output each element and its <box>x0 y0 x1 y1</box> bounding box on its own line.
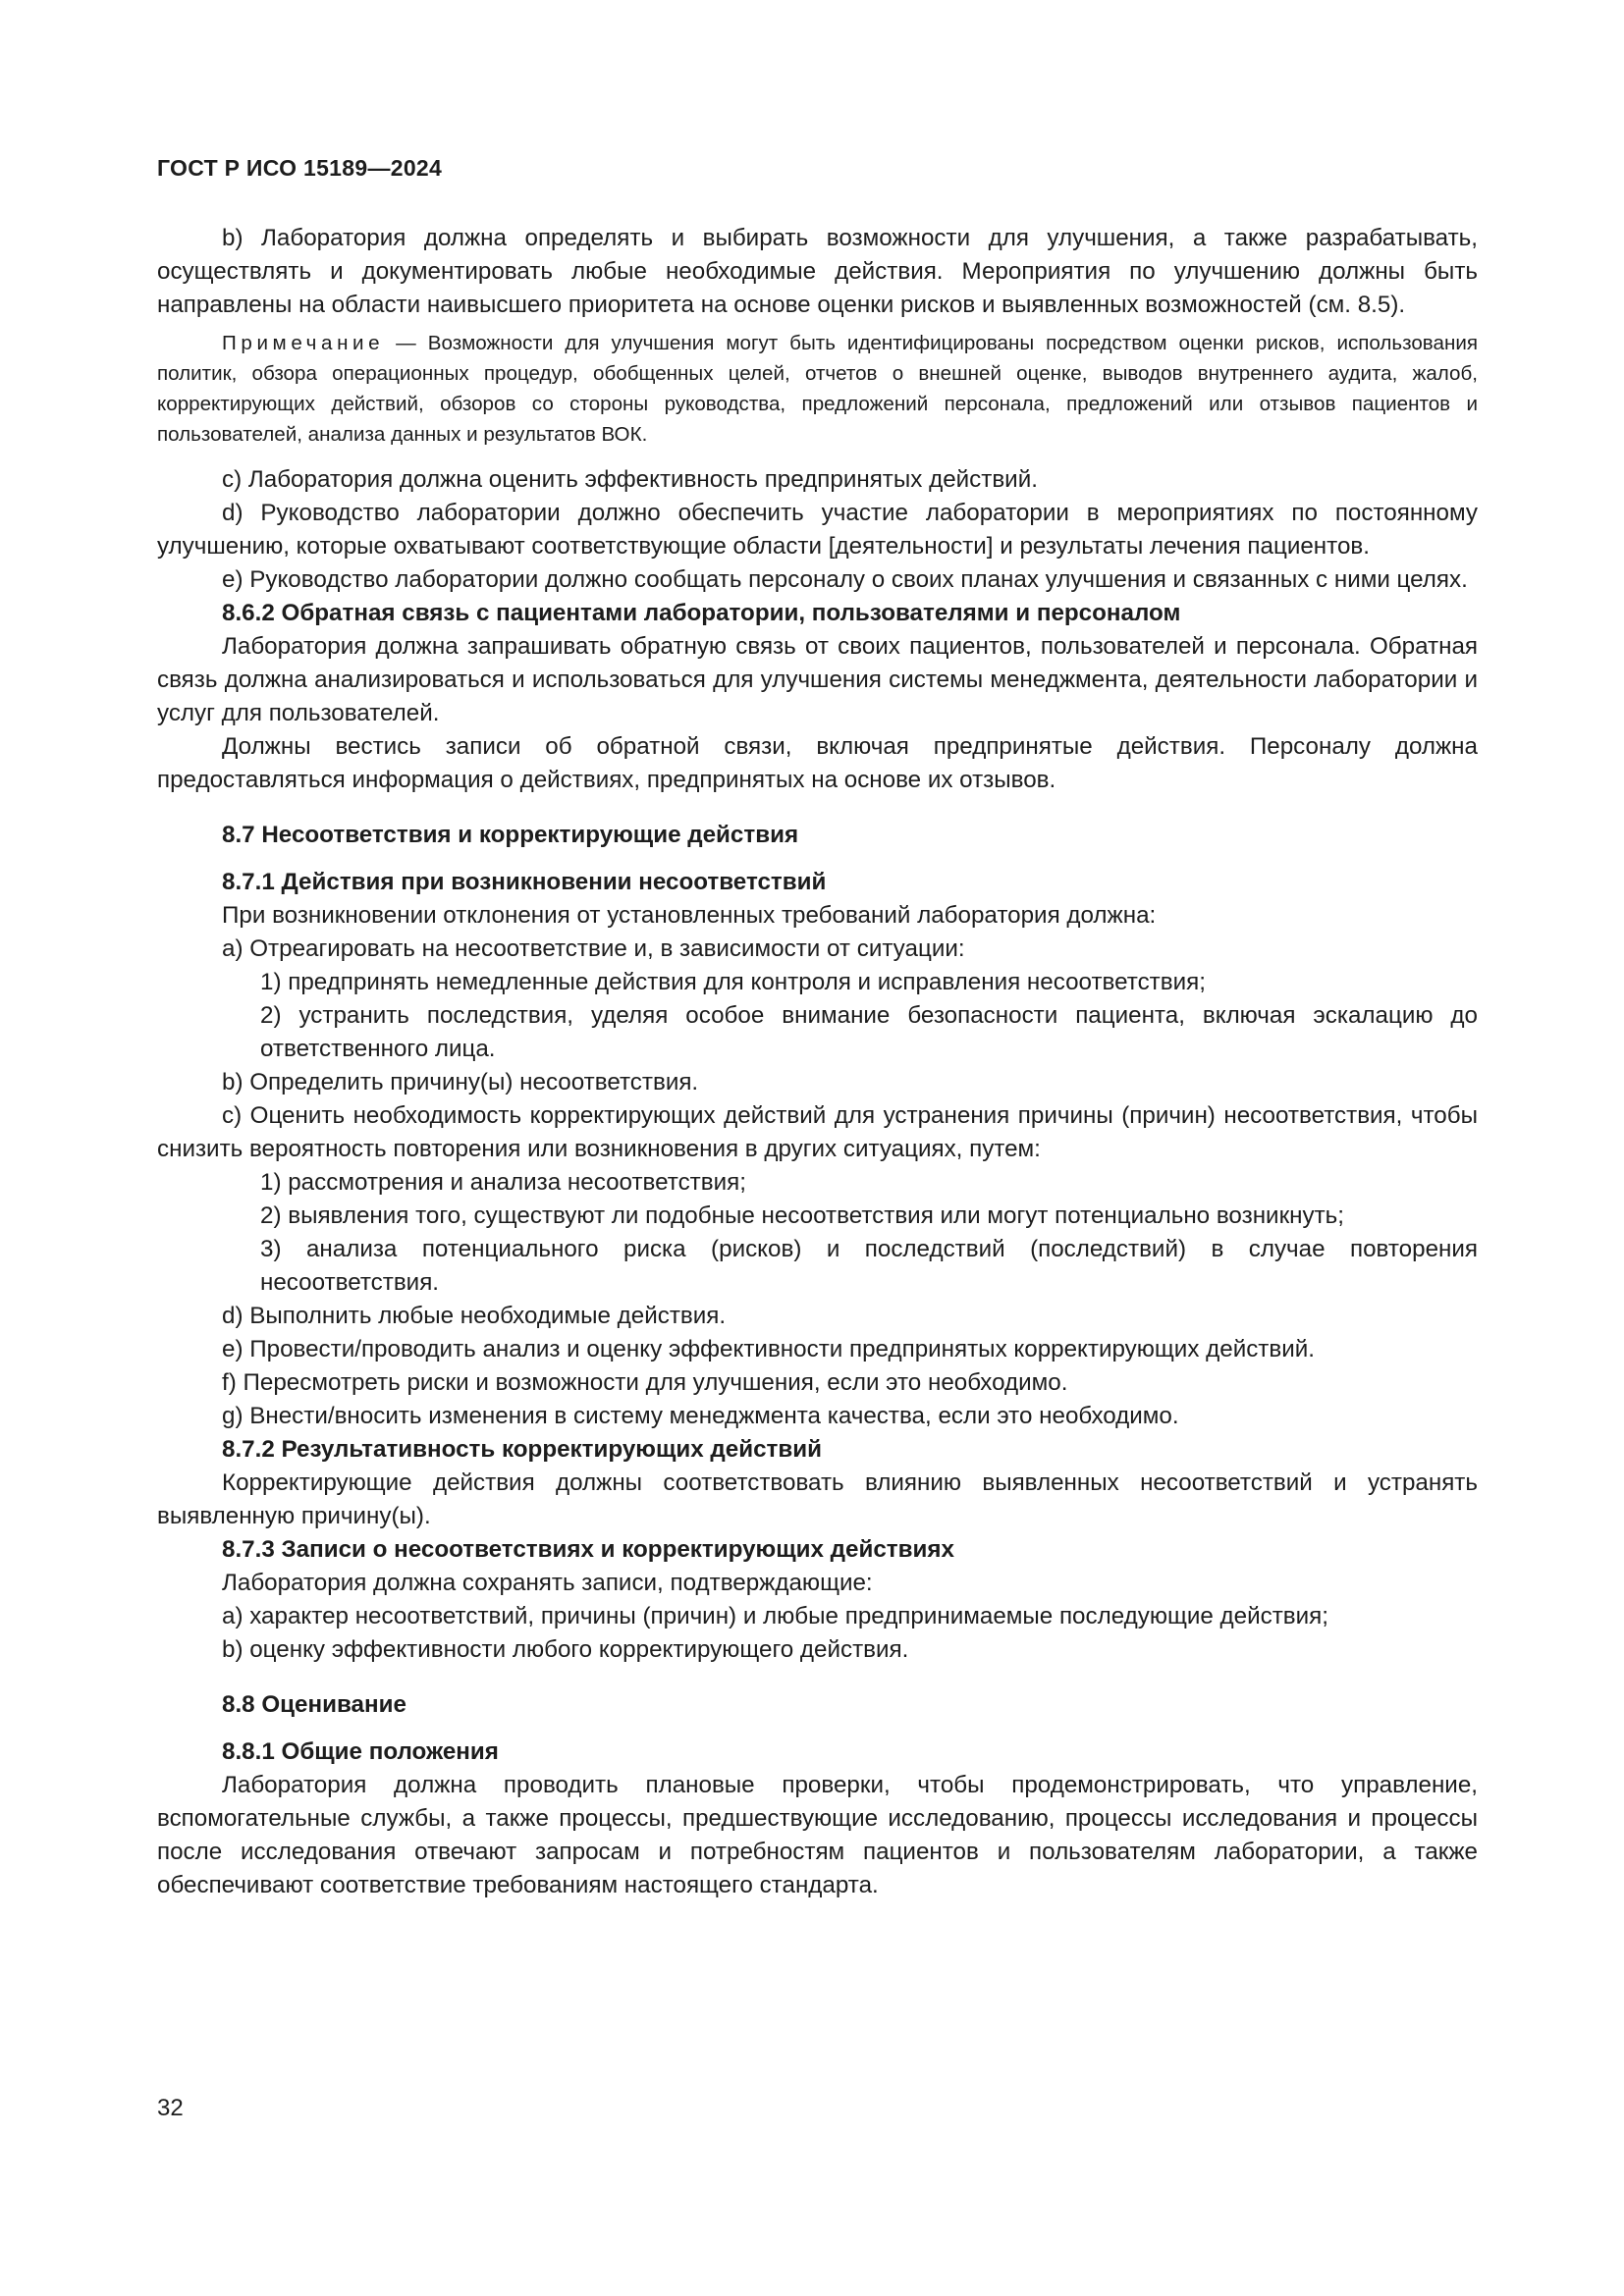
list-item-b-improvement: b) Лаборатория должна определять и выбирать возможности для улучшения, а также разрабатывать, осуществлять и документировать любые необходимые действия. Мероприятия по улучшению должны быть направлены на области наивысшего приоритета на основе оценки рисков и выявленных возможностей (см. 8.5). <box>157 225 1478 318</box>
list-item-c-evaluate: c) Лаборатория должна оценить эффективность предпринятых действий. <box>222 466 1038 493</box>
list-item-e-communicate: e) Руководство лаборатории должно сообщать персоналу о своих планах улучшения и связанных с ними целях. <box>222 566 1468 593</box>
page-number: 32 <box>157 2095 184 2121</box>
note-text: — Возможности для улучшения могут быть идентифицированы посредством оценки рисков, использования политик, обзора операционных процедур, обобщенных целей, отчетов о внешней оценке, выводов внутреннего аудита, жалоб, корректирующих действий, обзоров со стороны руководства, предложений персонала, предложений или отзывов пациентов и пользователей, анализа данных и результатов ВОК. <box>157 332 1478 446</box>
paragraph-feedback-request: Лаборатория должна запрашивать обратную связь от своих пациентов, пользователей и персонала. Обратная связь должна анализироваться и использоваться для улучшения системы менеджмента, деятельности лаборатории и услуг для пользователей. <box>157 633 1478 726</box>
list-item-f-risks: f) Пересмотреть риски и возможности для улучшения, если это необходимо. <box>222 1369 1068 1396</box>
sub-item-c-2: 2) выявления того, существуют ли подобные несоответствия или могут потенциально возникнуть; <box>260 1202 1345 1229</box>
list-item-b-cause: b) Определить причину(ы) несоответствия. <box>222 1069 699 1095</box>
list-item-a-nature: a) характер несоответствий, причины (причин) и любые предпринимаемые последующие действия; <box>222 1603 1328 1629</box>
paragraph-records-intro: Лаборатория должна сохранять записи, подтверждающие: <box>222 1570 873 1596</box>
list-item-g-changes: g) Внести/вносить изменения в систему менеджмента качества, если это необходимо. <box>222 1403 1179 1429</box>
section-heading-8-7-3: 8.7.3 Записи о несоответствиях и корректирующих действиях <box>222 1536 954 1563</box>
list-item-c-assess: c) Оценить необходимость корректирующих действий для устранения причины (причин) несоответствия, чтобы снизить вероятность повторения или возникновения в других ситуациях, путем: <box>157 1102 1478 1162</box>
list-item-d-perform: d) Выполнить любые необходимые действия. <box>222 1303 727 1329</box>
note <box>157 328 1478 450</box>
section-heading-8-8: 8.8 Оценивание <box>222 1691 406 1718</box>
document-header: ГОСТ Р ИСО 15189—2024 <box>157 155 443 181</box>
list-item-a-react: a) Отреагировать на несоответствие и, в зависимости от ситуации: <box>222 935 965 962</box>
sub-item-a-1: 1) предпринять немедленные действия для контроля и исправления несоответствия; <box>260 969 1206 995</box>
section-heading-8-8-1: 8.8.1 Общие положения <box>222 1738 499 1765</box>
sub-item-c-1: 1) рассмотрения и анализа несоответствия; <box>260 1169 746 1196</box>
paragraph-feedback-records: Должны вестись записи об обратной связи, включая предпринятые действия. Персоналу должна предоставляться информация о действиях, предпринятых на основе их отзывов. <box>157 733 1478 793</box>
list-item-e-review: e) Провести/проводить анализ и оценку эффективности предпринятых корректирующих действий. <box>222 1336 1315 1362</box>
paragraph-corrective-effectiveness: Корректирующие действия должны соответствовать влиянию выявленных несоответствий и устранять выявленную причину(ы). <box>157 1469 1478 1529</box>
section-heading-8-7-1: 8.7.1 Действия при возникновении несоответствий <box>222 869 827 895</box>
section-heading-8-6-2: 8.6.2 Обратная связь с пациентами лаборатории, пользователями и персоналом <box>222 600 1181 626</box>
document-body <box>157 222 1478 1902</box>
note-label: Примечание <box>222 332 385 354</box>
paragraph-deviation-intro: При возникновении отклонения от установленных требований лаборатория должна: <box>222 902 1157 929</box>
sub-item-c-3: 3) анализа потенциального риска (рисков) и последствий (последствий) в случае повторения несоответствия. <box>260 1236 1478 1296</box>
list-item-b-effect: b) оценку эффективности любого корректирующего действия. <box>222 1636 909 1663</box>
paragraph-evaluation-general: Лаборатория должна проводить плановые проверки, чтобы продемонстрировать, что управление, вспомогательные службы, а также процессы, предшествующие исследованию, процессы исследования и процессы после исследования отвечают запросам и потребностям пациентов и пользователям лаборатории, а также обеспечивают соответствие требованиям настоящего стандарта. <box>157 1772 1478 1898</box>
section-heading-8-7: 8.7 Несоответствия и корректирующие действия <box>222 822 799 848</box>
section-heading-8-7-2: 8.7.2 Результативность корректирующих действий <box>222 1436 822 1463</box>
list-item-d-management: d) Руководство лаборатории должно обеспечить участие лаборатории в мероприятиях по постоянному улучшению, которые охватывают соответствующие области [деятельности] и результаты лечения пациентов. <box>157 500 1478 560</box>
sub-item-a-2: 2) устранить последствия, уделяя особое внимание безопасности пациента, включая эскалацию до ответственного лица. <box>260 1002 1478 1062</box>
